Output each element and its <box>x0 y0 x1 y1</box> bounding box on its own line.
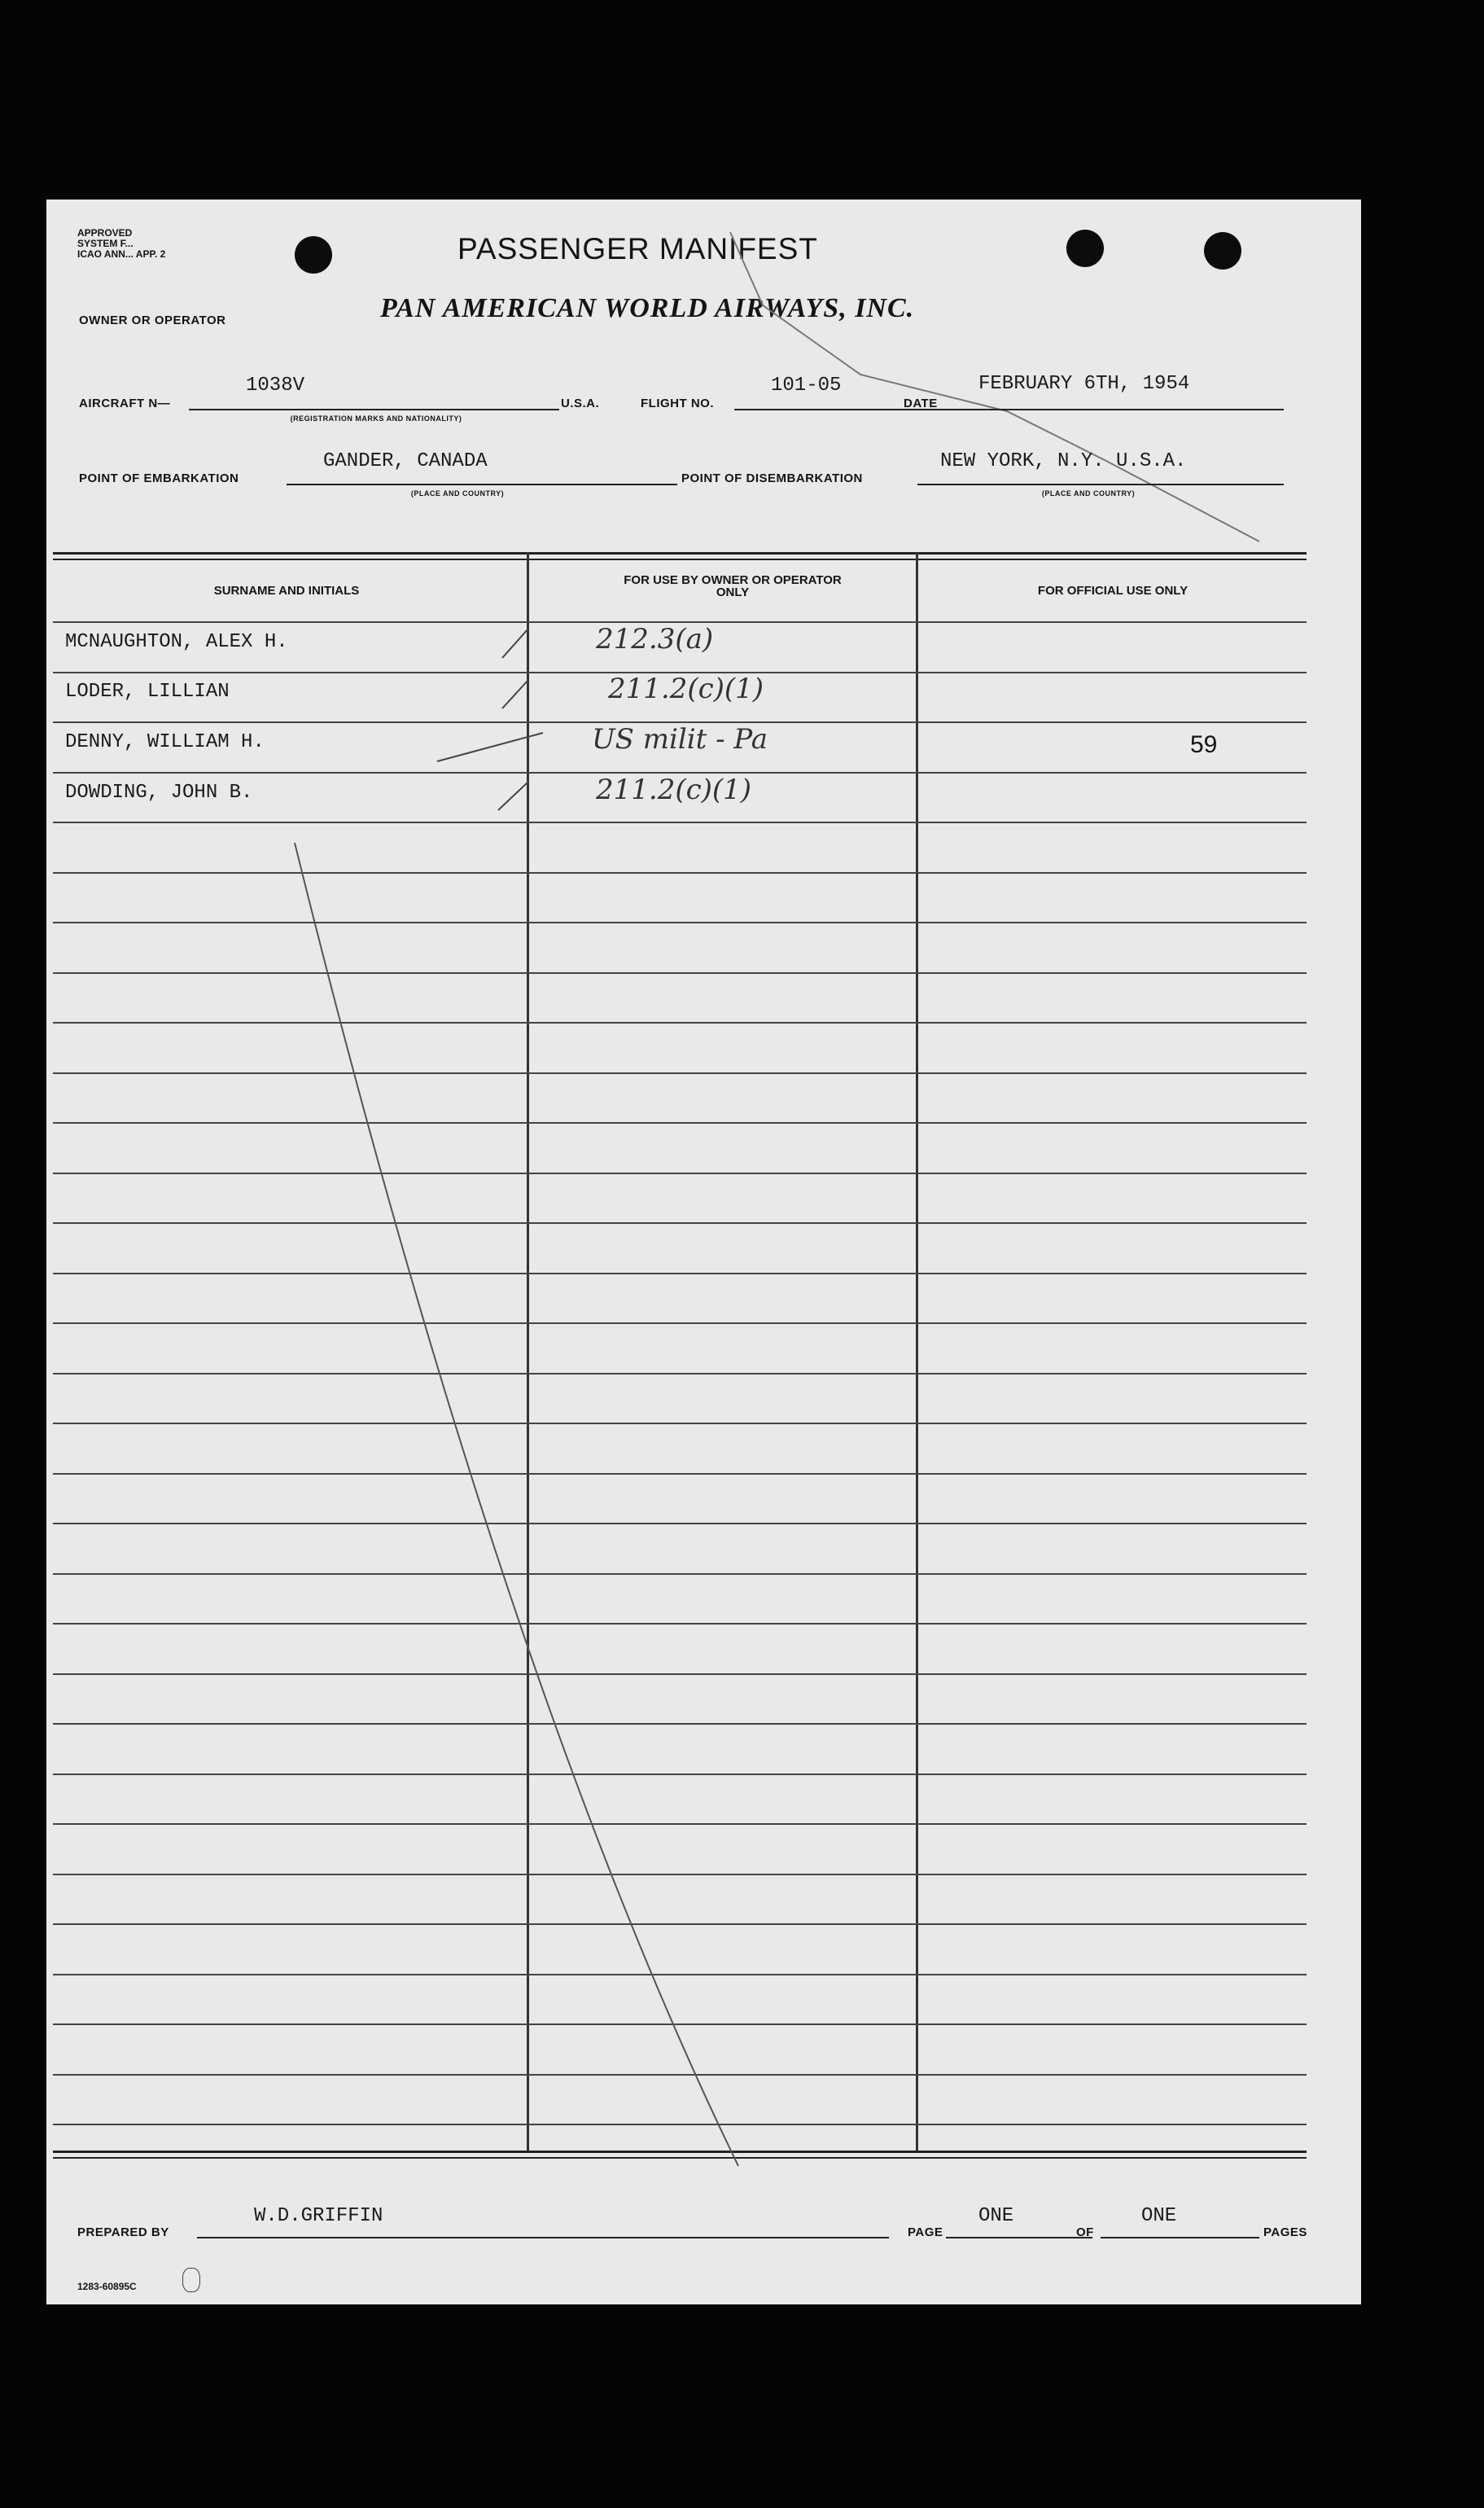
pages-label: PAGES <box>1263 2225 1307 2239</box>
approval-line: ICAO ANN... APP. 2 <box>77 248 166 260</box>
passenger-name: DOWDING, JOHN B. <box>65 782 253 804</box>
passenger-name: DENNY, WILLIAM H. <box>65 731 265 753</box>
page-value: ONE <box>978 2205 1014 2227</box>
col-header-surname: SURNAME AND INITIALS <box>213 584 360 598</box>
disembark-caption: (PLACE AND COUNTRY) <box>1041 489 1136 498</box>
official-note: 59 <box>1190 731 1218 758</box>
page-underline <box>946 2237 1092 2238</box>
aircraft-value: 1038V <box>246 375 305 397</box>
embark-label: POINT OF EMBARKATION <box>79 471 239 485</box>
approval-line: SYSTEM F... <box>77 238 134 249</box>
col-header-owner: FOR USE BY OWNER OR OPERATOR ONLY <box>624 573 842 599</box>
prepared-label: PREPARED BY <box>77 2225 169 2239</box>
pen-marks <box>46 200 1361 2304</box>
col-header-official: FOR OFFICIAL USE ONLY <box>1037 584 1189 598</box>
of-underline <box>1101 2237 1259 2238</box>
date-label: DATE <box>904 397 938 410</box>
of-value: ONE <box>1141 2205 1177 2227</box>
printer-mark-icon <box>182 2268 200 2292</box>
form-number: 1283-60895C <box>77 2281 137 2292</box>
usa-label: U.S.A. <box>561 397 600 410</box>
form-title: PASSENGER MANIFEST <box>457 232 818 265</box>
date-value: FEBRUARY 6TH, 1954 <box>978 373 1190 395</box>
owner-code: 212.3(a) <box>596 623 714 656</box>
owner-code: 211.2(c)(1) <box>608 673 764 705</box>
owner-code: 211.2(c)(1) <box>596 774 752 806</box>
embark-value: GANDER, CANADA <box>323 450 488 472</box>
manifest-sheet <box>46 200 1361 2304</box>
owner-label: OWNER OR OPERATOR <box>79 314 226 327</box>
approval-line: APPROVED <box>77 227 133 239</box>
passenger-name: MCNAUGHTON, ALEX H. <box>65 631 288 653</box>
flight-no-value: 101-05 <box>771 375 842 397</box>
of-label: OF <box>1076 2225 1094 2239</box>
passenger-name: LODER, LILLIAN <box>65 681 230 703</box>
airline-name: PAN AMERICAN WORLD AIRWAYS, INC. <box>380 293 915 323</box>
embark-caption: (PLACE AND COUNTRY) <box>410 489 505 498</box>
page-label: PAGE <box>908 2225 943 2239</box>
disembark-label: POINT OF DISEMBARKATION <box>681 471 863 485</box>
prepared-value: W.D.GRIFFIN <box>254 2205 383 2227</box>
registration-caption: (REGISTRATION MARKS AND NATIONALITY) <box>290 414 462 423</box>
aircraft-label: AIRCRAFT N— <box>79 397 171 410</box>
flight-no-label: FLIGHT NO. <box>641 397 714 410</box>
owner-code: US milit - Pa <box>592 723 768 756</box>
prepared-underline <box>197 2237 889 2238</box>
disembark-value: NEW YORK, N.Y. U.S.A. <box>940 450 1187 472</box>
